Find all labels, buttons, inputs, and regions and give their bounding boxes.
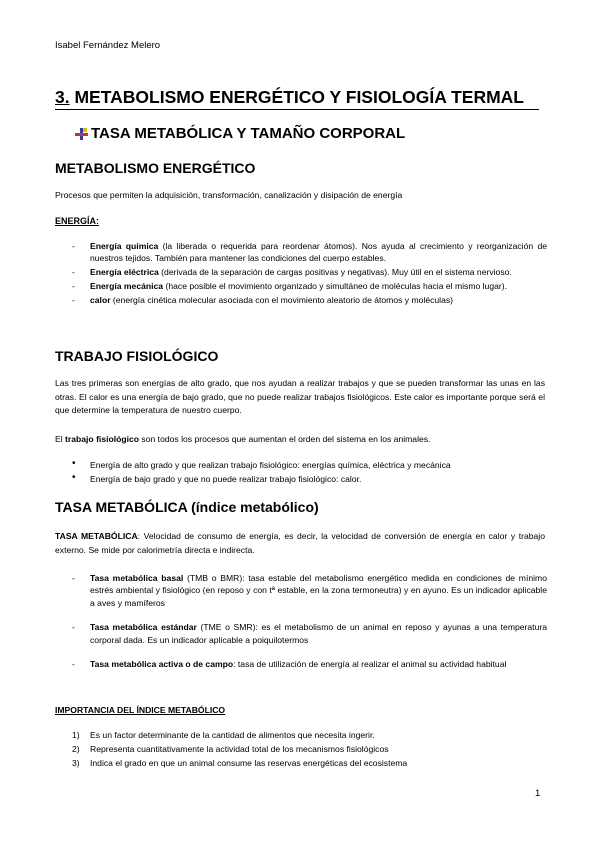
importancia-label: IMPORTANCIA DEL ÍNDICE METABÓLICO bbox=[55, 705, 226, 715]
section-title-text: TASA METABÓLICA Y TAMAÑO CORPORAL bbox=[91, 125, 406, 142]
list-item: - Tasa metabólica activa o de campo: tasa de utilización de energía al realizar el animal su actividad habitual bbox=[72, 659, 507, 670]
energia-label: ENERGÍA: bbox=[55, 216, 100, 226]
heading-metabolismo: METABOLISMO ENERGÉTICO bbox=[55, 160, 256, 176]
list-item: - Tasa metabólica estándar (TME o SMR): es el metabolismo de un animal en reposo y ayunas a una temperatura corporal dada. Es un indicador aplicable a poiquilotermos bbox=[72, 622, 547, 645]
trabajo-bullets bbox=[72, 459, 547, 487]
list-item: 1) Es un factor determinante de la cantidad de alimentos que necesita ingerir. bbox=[72, 730, 375, 740]
energia-list bbox=[72, 240, 547, 307]
heading-trabajo: TRABAJO FISIOLÓGICO bbox=[55, 348, 219, 364]
list-item: - Energía eléctrica (derivada de la separación de cargas positivas y negativas). Muy útil en el sistema nervioso. bbox=[72, 267, 512, 278]
heading-tasa: TASA METABÓLICA (índice metabólico) bbox=[55, 499, 319, 515]
tasa-definition: TASA METABÓLICA: Velocidad de consumo de energía, es decir, la velocidad de conversión de energía en calor y trabajo externo. Se mide por calorimetría directa e indirecta. bbox=[55, 531, 545, 555]
section-bullet-icon bbox=[75, 127, 89, 141]
list-item: - Tasa metabólica basal (TMB o BMR): tasa estable del metabolismo energético medida en condiciones de mínimo estrés ambiental y fisiológico (en reposo y con tª estable, en la zona termoneutra) y en ayuno. Es un indicador aplicable a aves y mamíferos bbox=[72, 573, 547, 608]
importancia-list bbox=[72, 729, 547, 770]
list-item: - calor (energía cinética molecular asociada con el movimiento aleatorio de átomos y moléculas) bbox=[72, 294, 454, 305]
list-item: • Energía de bajo grado y que no puede realizar trabajo fisiológico: calor. bbox=[72, 471, 362, 484]
chapter-title-text: METABOLISMO ENERGÉTICO Y FISIOLOGÍA TERMAL bbox=[74, 87, 524, 107]
list-item: - Energía mecánica (hace posible el movimiento organizado y simultáneo de moléculas hacia el mismo lugar). bbox=[72, 280, 508, 291]
trabajo-para-1: Las tres primeras son energías de alto grado, que nos ayudan a realizar trabajos y que se pueden transformar las unas en las otras. El calor es una energía de bajo grado, que no puede realizar trabajos fisiológicos. Este calor es importante porque será el que determine la temperatura de nuestro cuerpo. bbox=[55, 378, 545, 415]
section-title bbox=[75, 125, 405, 142]
tasa-list bbox=[72, 572, 547, 683]
author-header: Isabel Fernández Melero bbox=[55, 40, 161, 51]
page-number: 1 bbox=[535, 788, 541, 799]
list-item: - Energía química (la liberada o requerida para reordenar átomos). Nos ayuda al crecimiento y reorganización de nuestros tejidos. También para mantener las condiciones del cuerpo estables. bbox=[72, 241, 547, 264]
list-item: • Energía de alto grado y que realizan trabajo fisiológico: energías química, eléctrica y mecánica bbox=[72, 458, 451, 470]
metabolismo-intro: Procesos que permiten la adquisición, transformación, canalización y disipación de energía bbox=[55, 190, 403, 200]
trabajo-para-2: El trabajo fisiológico son todos los procesos que aumentan el orden del sistema en los animales. bbox=[55, 434, 431, 444]
list-item: 2) Representa cuantitativamente la actividad total de los mecanismos fisiológicos bbox=[72, 743, 389, 754]
chapter-number: 3. bbox=[55, 87, 70, 107]
list-item: 3) Indica el grado en que un animal consume las reservas energéticas del ecosistema bbox=[72, 757, 408, 768]
chapter-title bbox=[55, 87, 539, 110]
